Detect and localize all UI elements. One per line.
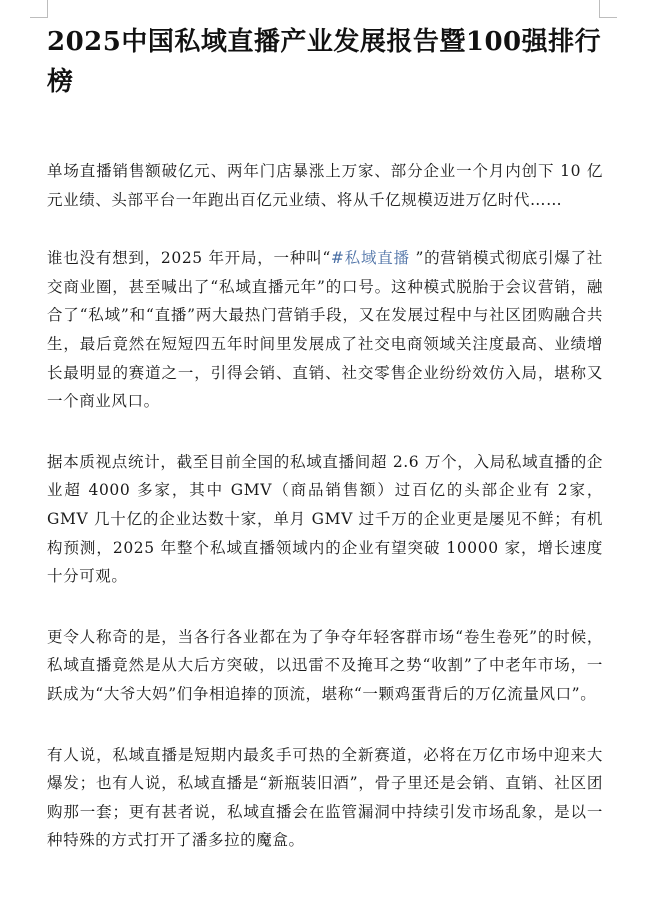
paragraph-5: 有人说，私域直播是短期内最炙手可热的全新赛道，必将在万亿市场中迎来大爆发；也有人说，私域直播是“新瓶装旧酒”，骨子里还是会销、直销、社区团购那一套；更有甚者说，私域直播会在监管漏洞中持续引发市场乱象，是以一种特殊的方式打开了潘多拉的魔盒。 xyxy=(47,745,603,850)
paragraph-2 xyxy=(47,244,603,416)
paragraph-2-body-text: ”的营销模式彻底引爆了社交商业圈，甚至喊出了“私域直播元年”的口号。这种模式脱胎于会议营销，融合了“私域”和“直播”两大最热门营销手段，又在发展过程中与社区团购融合共生，最后竟然在短短四五年时间里发展成了社交电商领域关注度最高、业绩增长最明显的赛道之一，引得会销、直销、社交零售企业纷纷效仿入局，堪称又一个商业风口。 xyxy=(47,249,603,411)
document-page xyxy=(47,22,603,887)
document-title: 2025中国私域直播产业发展报告暨100强排行榜 xyxy=(47,27,602,97)
top-left-crop-mark xyxy=(30,0,48,18)
paragraph-4: 更令人称奇的是，当各行各业都在为了争夺年轻客群市场“卷生卷死”的时候，私域直播竟然是从大后方突破，以迅雷不及掩耳之势“收割”了中老年市场，一跃成为“大爷大妈”们争相追捧的顶流，堪称“一颗鸡蛋背后的万亿流量风口”。 xyxy=(47,627,603,703)
paragraph-1: 单场直播销售额破亿元、两年门店暴涨上万家、部分企业一个月内创下 10 亿元业绩、头部平台一年跑出百亿元业绩、将从千亿规模迈进万亿时代…… xyxy=(47,162,603,209)
hashtag-link[interactable]: #私域直播 xyxy=(330,249,410,268)
top-right-crop-mark xyxy=(599,0,617,18)
paragraph-3: 据本质视点统计，截至目前全国的私域直播间超 2.6 万个，入局私域直播的企业超 4000 多家，其中 GMV（商品销售额）过百亿的头部企业有 2家，GMV 几十亿的企业达数十家，单月 GMV 过千万的企业更是屡见不鲜；有机构预测，2025 年整个私域直播领域内的企业有望突破 10000 家，增长速度十分可观。 xyxy=(47,452,603,586)
paragraph-2-lead-text: 谁也没有想到，2025 年开局，一种叫“ xyxy=(47,249,331,268)
